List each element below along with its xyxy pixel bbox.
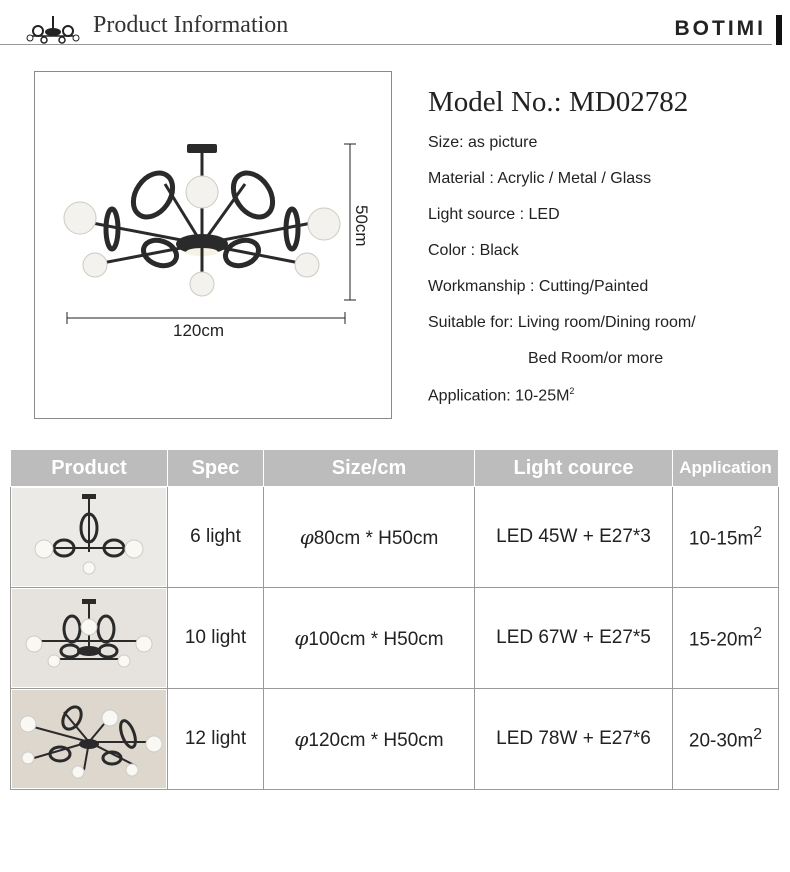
chandelier-drawing	[35, 72, 391, 418]
application-value: 15-20m	[688, 629, 754, 651]
application-superscript: 2	[569, 386, 575, 396]
header-application: Application	[673, 450, 779, 487]
application-value: 20-30m	[688, 730, 754, 752]
application-cell	[673, 588, 779, 689]
chandelier-10-light-image	[12, 589, 166, 687]
page-title: Product Information	[93, 12, 289, 38]
header-spec: Spec	[168, 450, 264, 487]
chandelier-logo-icon	[24, 14, 82, 48]
chandelier-12-light-image	[12, 690, 166, 788]
suitable-for-continued: Bed Room/or more	[528, 350, 664, 367]
workmanship-line: Workmanship : Cutting/Painted	[428, 278, 649, 295]
light-source-cell: LED 45W + E27*3	[475, 487, 673, 588]
size-cell	[264, 689, 475, 790]
application-superscript: 2	[753, 624, 763, 642]
product-dimension-image	[34, 71, 392, 419]
width-dimension-label: 120cm	[173, 321, 225, 340]
spec-cell: 12 light	[168, 689, 264, 790]
diameter-symbol: φ	[294, 625, 309, 650]
spec-cell: 10 light	[168, 588, 264, 689]
brand-bar-accent	[776, 15, 782, 45]
product-thumbnail-6-light	[11, 487, 168, 588]
header-light-source: Light cource	[475, 450, 673, 487]
spec-cell: 6 light	[168, 487, 264, 588]
table-row	[11, 487, 779, 588]
table-header-row	[11, 450, 779, 487]
table-row	[11, 689, 779, 790]
size-value: 80cm * H50cm	[313, 527, 439, 549]
size-value: 100cm * H50cm	[308, 628, 444, 650]
diameter-symbol: φ	[294, 726, 309, 751]
light-source-line: Light source : LED	[428, 206, 560, 223]
light-source-cell: LED 78W + E27*6	[475, 689, 673, 790]
header-product: Product	[11, 450, 168, 487]
application-value: 10-15m	[688, 528, 754, 550]
application-cell	[673, 689, 779, 790]
brand-logo: BOTIMI	[674, 17, 766, 40]
application-superscript: 2	[753, 523, 763, 541]
product-thumbnail-10-light	[11, 588, 168, 689]
product-thumbnail-12-light	[11, 689, 168, 790]
application-superscript: 2	[753, 725, 763, 743]
suitable-for-line: Suitable for: Living room/Dining room/	[428, 314, 696, 331]
height-dimension-label: 50cm	[352, 205, 371, 247]
header-divider	[0, 44, 772, 45]
model-number: Model No.: MD02782	[428, 86, 689, 118]
size-cell	[264, 588, 475, 689]
size-cell	[264, 487, 475, 588]
chandelier-6-light-image	[12, 488, 166, 586]
light-source-cell: LED 67W + E27*5	[475, 588, 673, 689]
application-text: Application: 10-25M	[428, 387, 570, 405]
material-line: Material : Acrylic / Metal / Glass	[428, 170, 652, 187]
application-line	[428, 386, 574, 405]
header-size: Size/cm	[264, 450, 475, 487]
application-cell	[673, 487, 779, 588]
size-value: 120cm * H50cm	[308, 729, 444, 751]
table-row	[11, 588, 779, 689]
color-line: Color : Black	[428, 242, 519, 259]
spec-table	[10, 449, 779, 790]
size-line: Size: as picture	[428, 134, 538, 151]
diameter-symbol: φ	[299, 524, 314, 549]
